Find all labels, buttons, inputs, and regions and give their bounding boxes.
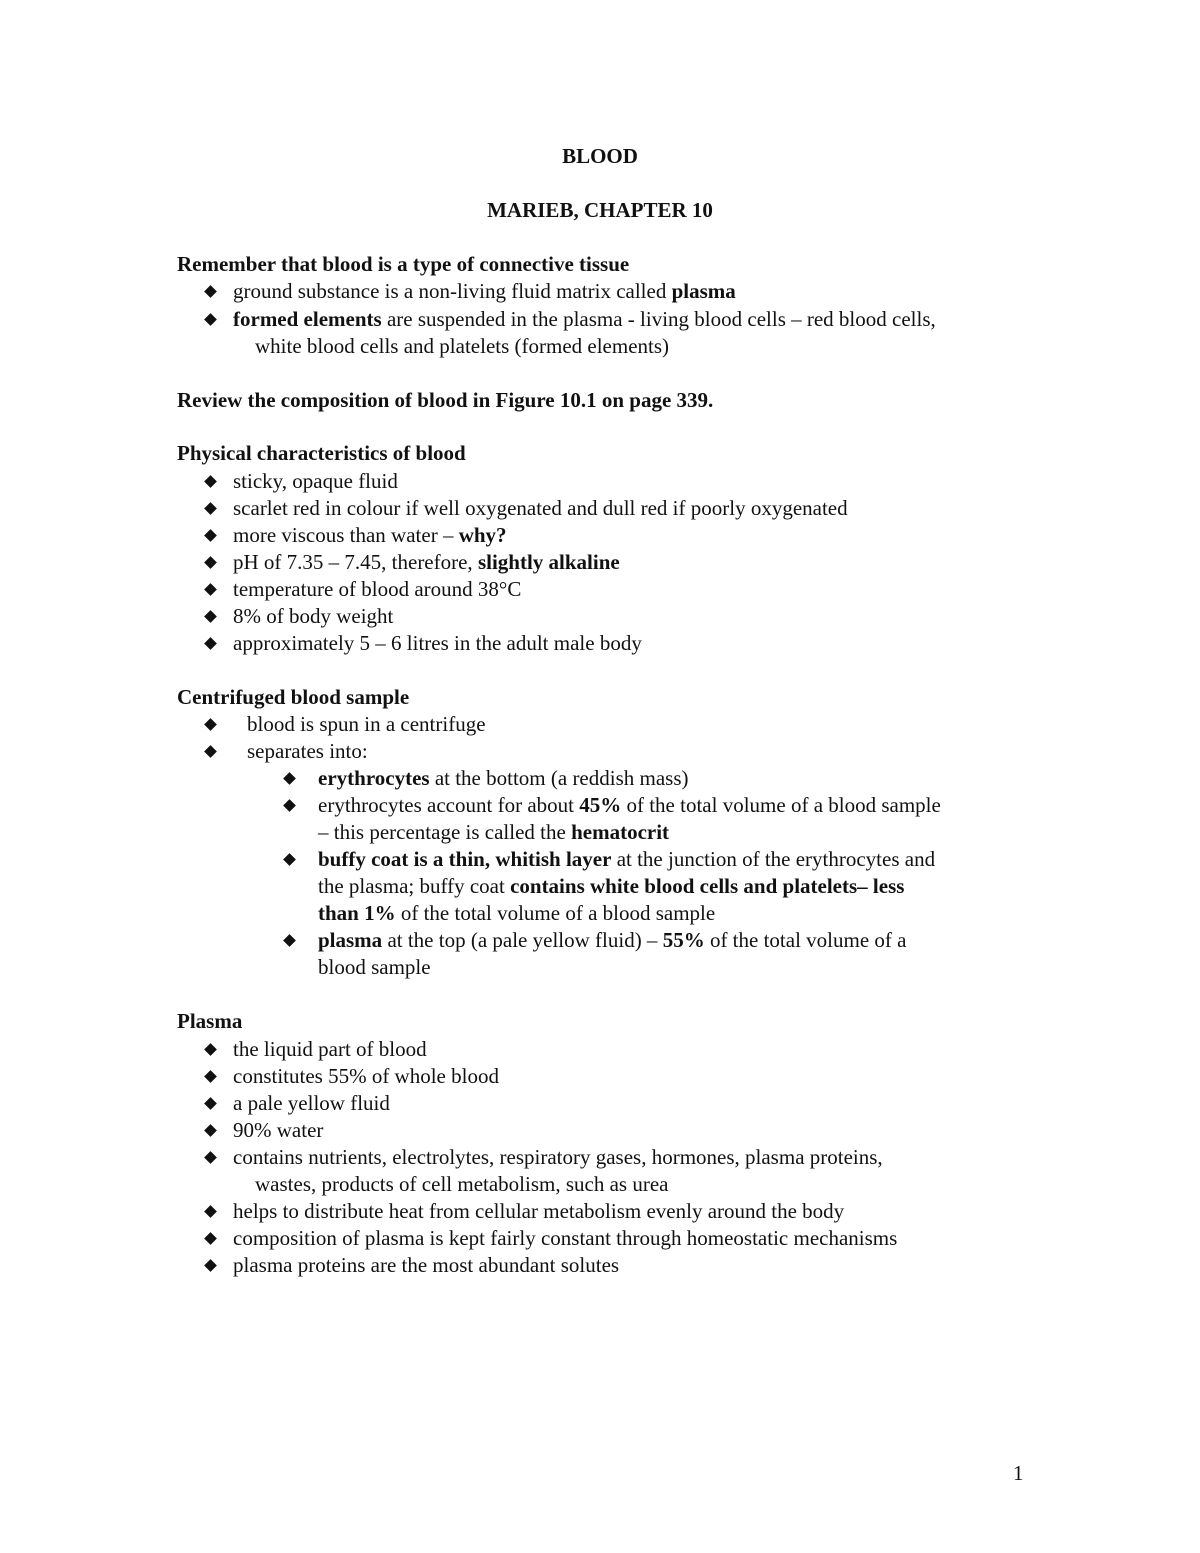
list-item: the liquid part of blood bbox=[233, 1037, 427, 1061]
bullet-diamond-icon bbox=[204, 1124, 217, 1137]
list-item: 8% of body weight bbox=[233, 604, 394, 628]
section-heading-physical-characteristics: Physical characteristics of blood bbox=[177, 441, 466, 465]
review-note: Review the composition of blood in Figure 10.1 on page 339. bbox=[177, 388, 714, 412]
bullet-diamond-icon bbox=[204, 1232, 217, 1245]
bullet-diamond-icon bbox=[283, 853, 296, 866]
list-item: formed elements are suspended in the plasma - living blood cells – red blood cells, bbox=[233, 307, 936, 331]
sub-list-item: erythrocytes account for about 45% of the total volume of a blood sample bbox=[318, 793, 941, 817]
list-item: temperature of blood around 38°C bbox=[233, 577, 522, 601]
list-item-continuation: white blood cells and platelets (formed elements) bbox=[255, 334, 670, 358]
list-item: approximately 5 – 6 litres in the adult male body bbox=[233, 631, 642, 655]
bullet-diamond-icon bbox=[204, 1097, 217, 1110]
list-item: composition of plasma is kept fairly constant through homeostatic mechanisms bbox=[233, 1226, 898, 1250]
bullet-diamond-icon bbox=[204, 1259, 217, 1272]
document-subtitle: MARIEB, CHAPTER 10 bbox=[487, 198, 713, 222]
list-item: plasma proteins are the most abundant solutes bbox=[233, 1253, 620, 1277]
section-heading-connective-tissue: Remember that blood is a type of connective tissue bbox=[177, 252, 630, 276]
list-item: helps to distribute heat from cellular metabolism evenly around the body bbox=[233, 1199, 845, 1223]
sub-list-item: buffy coat is a thin, whitish layer at the junction of the erythrocytes and bbox=[318, 847, 936, 871]
bullet-diamond-icon bbox=[204, 745, 217, 758]
list-item: constitutes 55% of whole blood bbox=[233, 1064, 499, 1088]
sub-list-item-continuation: the plasma; buffy coat contains white blood cells and platelets– less bbox=[318, 874, 905, 898]
list-item: sticky, opaque fluid bbox=[233, 469, 398, 493]
sub-list-item: plasma at the top (a pale yellow fluid) – 55% of the total volume of a bbox=[318, 928, 907, 952]
list-item: pH of 7.35 – 7.45, therefore, slightly alkaline bbox=[233, 550, 620, 574]
document-title: BLOOD bbox=[562, 144, 638, 168]
bullet-diamond-icon bbox=[204, 1151, 217, 1164]
list-item-continuation: wastes, products of cell metabolism, such as urea bbox=[255, 1172, 669, 1196]
bullet-diamond-icon bbox=[283, 772, 296, 785]
bullet-diamond-icon bbox=[204, 475, 217, 488]
bullet-diamond-icon bbox=[204, 637, 217, 650]
sub-list-item-continuation: – this percentage is called the hematocrit bbox=[318, 820, 670, 844]
bullet-diamond-icon bbox=[204, 285, 217, 298]
bullet-diamond-icon bbox=[204, 610, 217, 623]
page-number: 1 bbox=[1013, 1461, 1024, 1485]
bullet-diamond-icon bbox=[283, 934, 296, 947]
sub-list-item-continuation: than 1% of the total volume of a blood sample bbox=[318, 901, 716, 925]
bullet-diamond-icon bbox=[204, 556, 217, 569]
bullet-diamond-icon bbox=[204, 583, 217, 596]
list-item: contains nutrients, electrolytes, respiratory gases, hormones, plasma proteins, bbox=[233, 1145, 883, 1169]
section-heading-centrifuged-sample: Centrifuged blood sample bbox=[177, 685, 410, 709]
bullet-diamond-icon bbox=[204, 1205, 217, 1218]
sub-list-item-continuation: blood sample bbox=[318, 955, 431, 979]
bullet-diamond-icon bbox=[204, 718, 217, 731]
list-item: blood is spun in a centrifuge bbox=[247, 712, 486, 736]
list-item: ground substance is a non-living fluid matrix called plasma bbox=[233, 279, 736, 303]
bullet-diamond-icon bbox=[204, 529, 217, 542]
section-heading-plasma: Plasma bbox=[177, 1009, 243, 1033]
bullet-diamond-icon bbox=[283, 799, 296, 812]
bullet-diamond-icon bbox=[204, 1070, 217, 1083]
bullet-diamond-icon bbox=[204, 1043, 217, 1056]
list-item: separates into: bbox=[247, 739, 368, 763]
sub-list-item: erythrocytes at the bottom (a reddish mass) bbox=[318, 766, 689, 790]
list-item: 90% water bbox=[233, 1118, 324, 1142]
list-item: scarlet red in colour if well oxygenated and dull red if poorly oxygenated bbox=[233, 496, 848, 520]
bullet-diamond-icon bbox=[204, 502, 217, 515]
list-item: a pale yellow fluid bbox=[233, 1091, 390, 1115]
bullet-diamond-icon bbox=[204, 313, 217, 326]
list-item: more viscous than water – why? bbox=[233, 523, 507, 547]
